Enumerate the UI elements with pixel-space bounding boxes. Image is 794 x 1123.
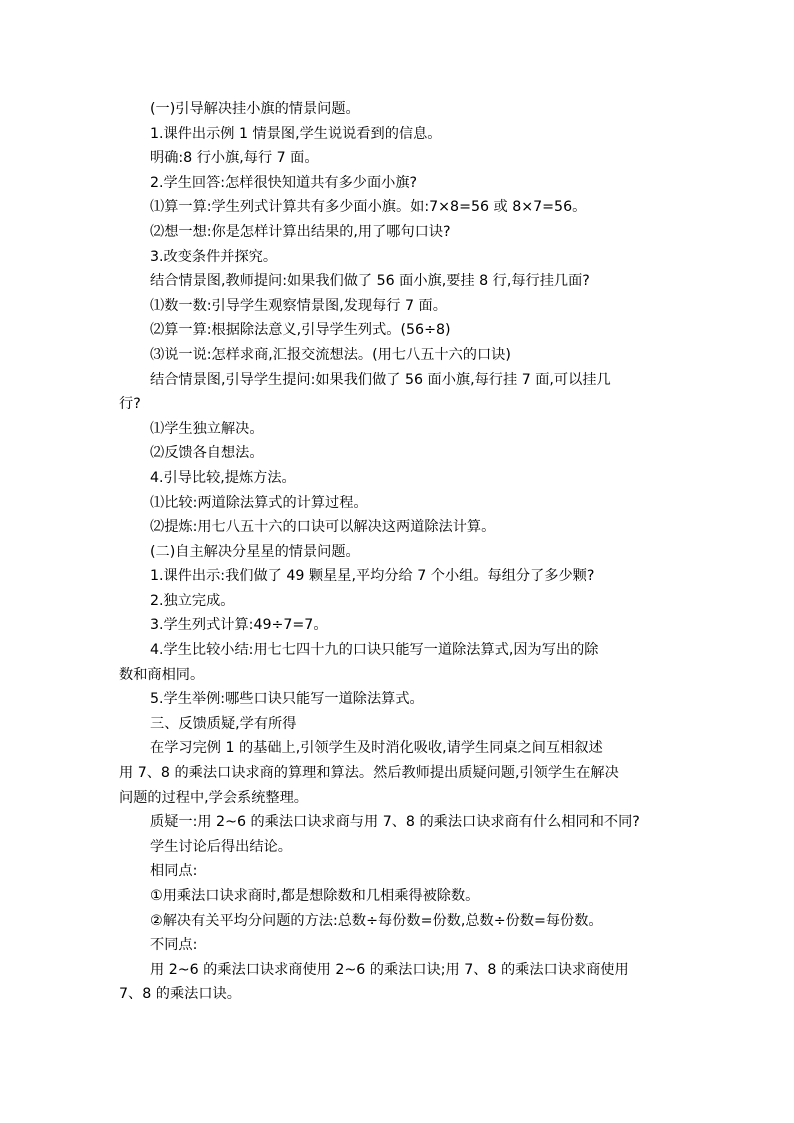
text-line: ⑴算一算:学生列式计算共有多少面小旗。如:7×8=56 或 8×7=56。 [150,199,587,216]
text-line-continuation: 7、8 的乘法口诀。 [119,986,241,1003]
text-line: 5.学生举例:哪些口诀只能写一道除法算式。 [150,691,424,708]
text-line: ⑵想一想:你是怎样计算出结果的,用了哪句口诀? [150,223,451,240]
text-line: 4.引导比较,提炼方法。 [150,469,296,486]
text-line: 学生讨论后得出结论。 [150,838,292,855]
text-line: 1.课件出示:我们做了 49 颗星星,平均分给 7 个小组。每组分了多少颗? [150,568,595,585]
text-line: 结合情景图,引导学生提问:如果我们做了 56 面小旗,每行挂 7 面,可以挂几 [150,371,611,388]
section-heading-flag-problem: (一)引导解决挂小旗的情景问题。 [150,101,360,117]
text-line: 3.学生列式计算:49÷7=7。 [150,617,328,634]
text-line-continuation: 数和商相同。 [119,666,205,683]
text-line: 2.独立完成。 [150,592,235,609]
text-line: ①用乘法口诀求商时,都是想除数和几相乘得被除数。 [150,888,480,904]
text-line-continuation: 问题的过程中,学会系统整理。 [119,789,308,806]
text-line: ⑵算一算:根据除法意义,引导学生列式。(56÷8) [150,322,451,339]
text-line: 4.学生比较小结:用七七四十九的口诀只能写一道除法算式,因为写出的除 [150,642,599,659]
section-heading-star-problem: (二)自主解决分星星的情景问题。 [150,543,360,560]
text-line: ⑵反馈各自想法。 [150,445,264,462]
text-line: 用 2~6 的乘法口诀求商使用 2~6 的乘法口诀;用 7、8 的乘法口诀求商使用 [150,961,629,978]
text-line: ⑵提炼:用七八五十六的口诀可以解决这两道除法计算。 [150,519,496,536]
text-line: 明确:8 行小旗,每行 7 面。 [150,150,319,167]
text-line: ⑴学生独立解决。 [150,420,264,437]
text-line: ⑴比较:两道除法算式的计算过程。 [150,494,368,511]
document-body [119,97,659,1007]
text-line: ⑶说一说:怎样求商,汇报交流想法。(用七八五十六的口诀) [150,346,511,363]
subheading-differences: 不同点: [150,937,198,954]
text-line: ⑴数一数:引导学生观察情景图,发现每行 7 面。 [150,297,447,314]
text-line: 质疑一:用 2~6 的乘法口诀求商与用 7、8 的乘法口诀求商有什么相同和不同? [150,814,640,831]
text-line-continuation: 行? [119,396,141,413]
text-line: ②解决有关平均分问题的方法:总数÷每份数=份数,总数÷份数=每份数。 [150,912,603,929]
text-line: 结合情景图,教师提问:如果我们做了 56 面小旗,要挂 8 行,每行挂几面? [150,273,590,290]
text-line: 1.课件出示例 1 情景图,学生说说看到的信息。 [150,125,442,142]
text-line: 3.改变条件并探究。 [150,248,278,265]
subheading-similarities: 相同点: [150,863,198,880]
text-line: 在学习完例 1 的基础上,引领学生及时消化吸收,请学生同桌之间互相叙述 [150,740,603,757]
text-line: 2.学生回答:怎样很快知道共有多少面小旗? [150,174,418,191]
section-heading-feedback: 三、反馈质疑,学有所得 [150,715,297,732]
text-line-continuation: 用 7、8 的乘法口诀求商的算理和算法。然后教师提出质疑问题,引领学生在解决 [119,765,619,782]
